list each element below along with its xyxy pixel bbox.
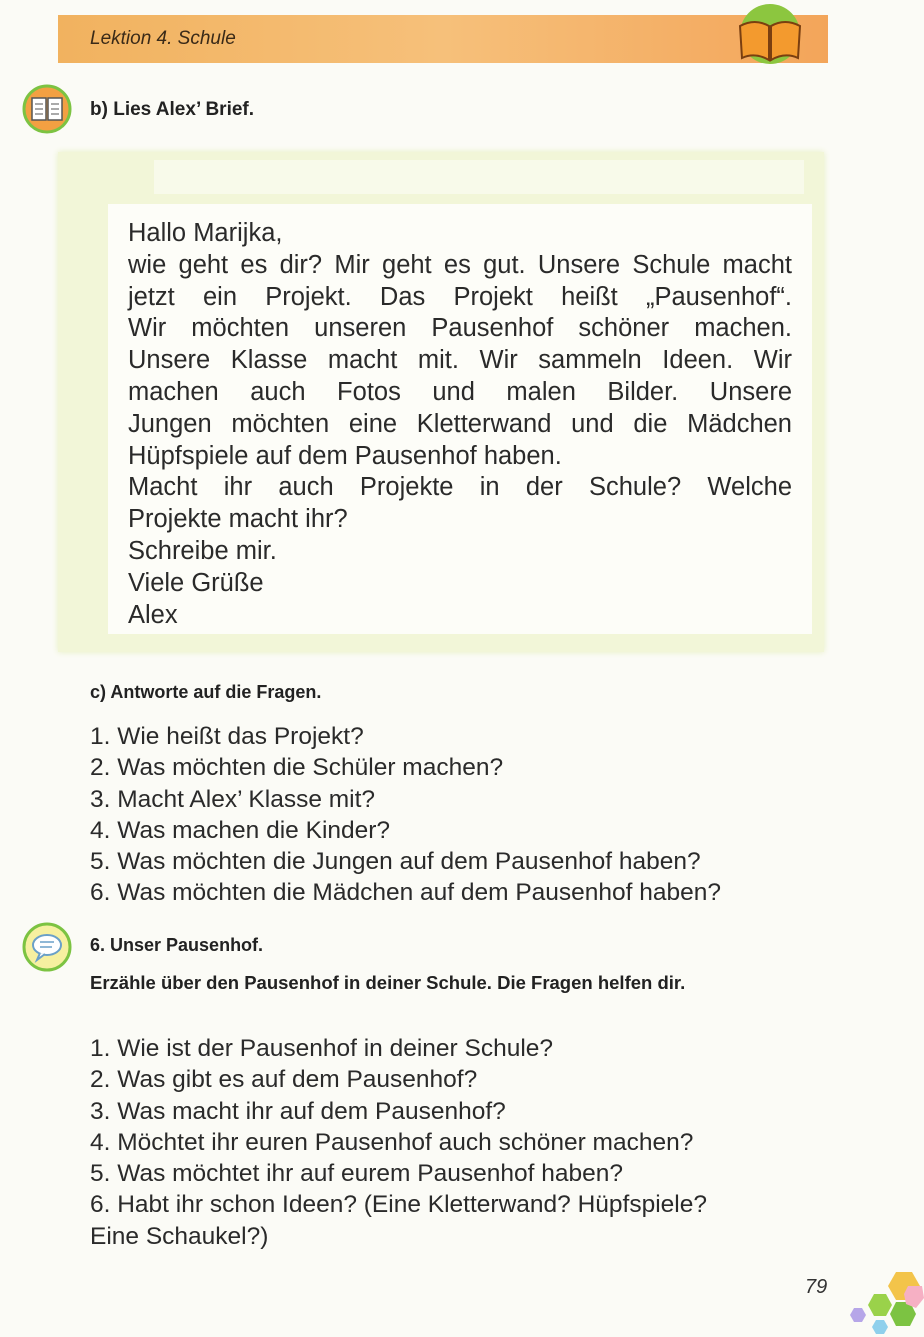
letter-line: Projekte macht ihr? [128, 505, 348, 534]
section-6-question-list [90, 1033, 707, 1252]
letter-line: Wir möchten unseren Pausenhof schöner machen. [128, 314, 792, 343]
reading-book-icon [22, 84, 72, 134]
list-item: 5. Was möchten die Jungen auf dem Pausenhof haben? [90, 848, 701, 876]
list-item: Eine Schaukel?) [90, 1222, 269, 1250]
list-item: 1. Wie heißt das Projekt? [90, 723, 364, 750]
speech-bubble-icon [22, 922, 72, 972]
section-c-heading: c) Antworte auf die Fragen. [90, 682, 322, 702]
letter-line: Hallo Marijka, [128, 219, 283, 247]
list-item: 5. Was möchtet ihr auf eurem Pausenhof haben? [90, 1160, 623, 1188]
list-item: 6. Habt ihr schon Ideen? (Eine Kletterwand? Hüpfspiele? [90, 1191, 707, 1219]
letter-text [128, 218, 792, 631]
section-c-question-list [90, 721, 721, 909]
letter-line: Schreibe mir. [128, 536, 277, 565]
chapter-header [58, 15, 828, 63]
letter-line: jetzt ein Projekt. Das Projekt heißt „Pausenhof“. [128, 282, 792, 311]
chapter-title: Lektion 4. Schule [90, 28, 236, 49]
letter-line: Alex [128, 600, 178, 629]
list-item: 2. Was möchten die Schüler machen? [90, 754, 504, 782]
section-6-instruction: Erzähle über den Pausenhof in deiner Schule. Die Fragen helfen dir. [90, 972, 686, 993]
letter-line: Macht ihr auch Projekte in der Schule? Welche [128, 473, 792, 502]
page-number: 79 [805, 1276, 828, 1298]
open-book-icon [730, 4, 810, 68]
list-item: 4. Was machen die Kinder? [90, 816, 391, 844]
letter-line: Viele Grüße [128, 568, 264, 597]
list-item: 4. Möchtet ihr euren Pausenhof auch schöner machen? [90, 1128, 694, 1156]
letter-line: Unsere Klasse macht mit. Wir sammeln Ideen. Wir [128, 346, 792, 375]
section-6-heading: 6. Unser Pausenhof. [90, 935, 264, 955]
list-item: 1. Wie ist der Pausenhof in deiner Schule? [90, 1035, 554, 1062]
list-item: 2. Was gibt es auf dem Pausenhof? [90, 1066, 478, 1094]
letter-line: wie geht es dir? Mir geht es gut. Unsere Schule macht [128, 250, 792, 279]
letter-line: machen auch Fotos und malen Bilder. Unsere [128, 377, 792, 406]
list-item: 3. Was macht ihr auf dem Pausenhof? [90, 1097, 506, 1125]
list-item: 6. Was möchten die Mädchen auf dem Pausenhof haben? [90, 879, 722, 907]
letter-line: Jungen möchten eine Kletterwand und die Mädchen [128, 409, 792, 438]
list-item: 3. Macht Alex’ Klasse mit? [90, 785, 376, 813]
decorative-hexagons-icon [846, 1264, 924, 1337]
letter-line: Hüpfspiele auf dem Pausenhof haben. [128, 441, 562, 470]
section-b-heading: b) Lies Alex’ Brief. [90, 99, 255, 120]
